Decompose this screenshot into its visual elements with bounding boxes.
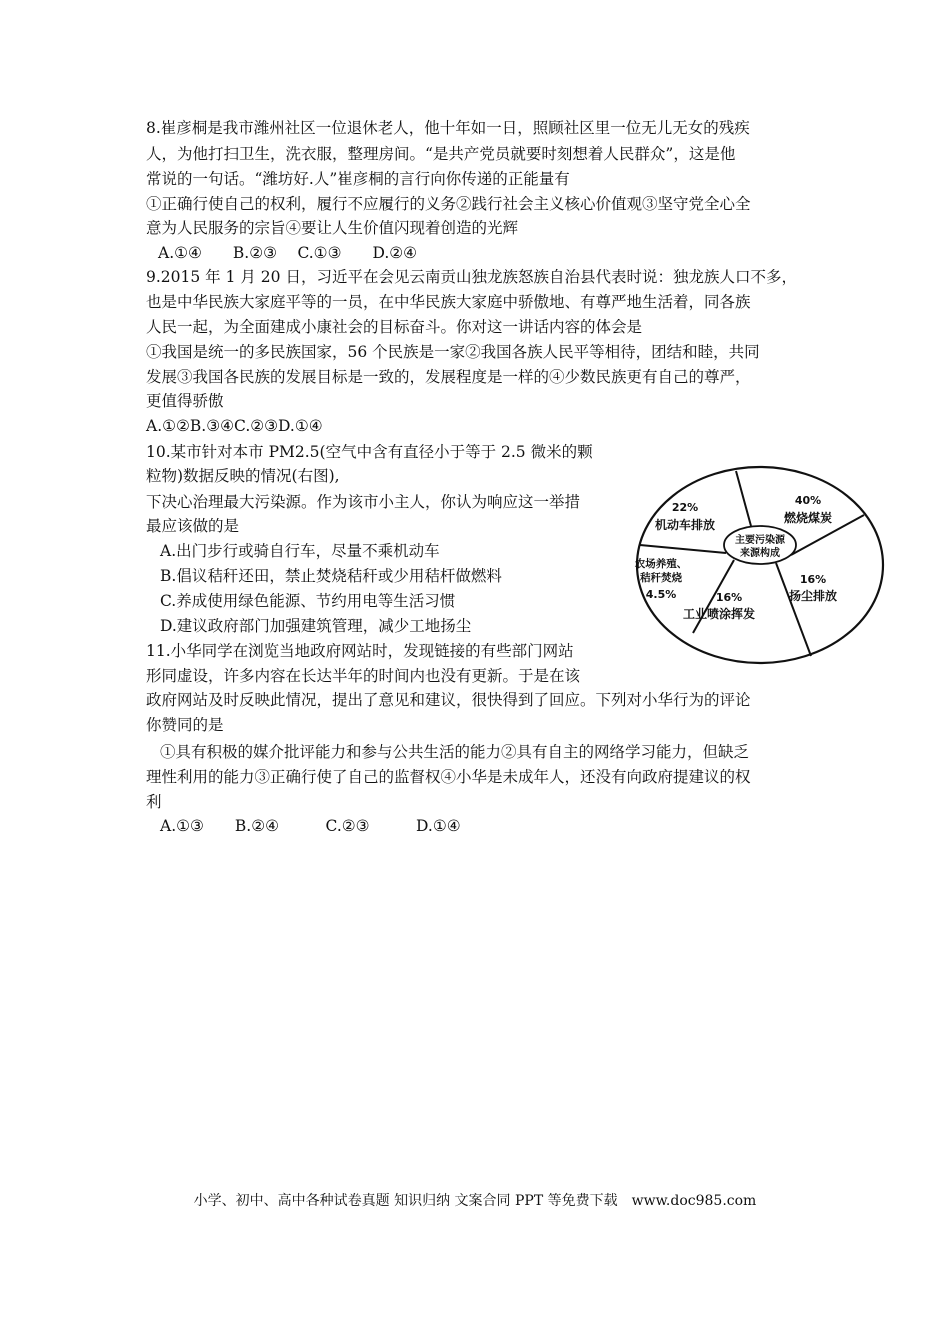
text-line: 10.某市针对本市 PM2.5(空气中含有直径小于等于 2.5 微米的颗 (146, 443, 593, 461)
pollution-source-pie-chart (633, 463, 888, 668)
text-line: 8.崔彦桐是我市潍州社区一位退休老人，他十年如一日，照顾社区里一位无儿无女的残疾 (146, 119, 750, 137)
text-line: 利 (146, 793, 162, 811)
text-line: 形同虚设，许多内容在长达半年的时间内也没有更新。于是在该 (146, 667, 581, 685)
footer-text: 小学、初中、高中各种试卷真题 知识归纳 文案合同 PPT 等免费下载 www.doc985.com (193, 1193, 757, 1209)
text-line: 你赞同的是 (146, 716, 224, 734)
text-line: 最应该做的是 (146, 517, 240, 535)
text-line: 下决心治理最大污染源。作为该市小主人，你认为响应这一举措 (146, 493, 581, 511)
text-line: 9.2015 年 1 月 20 日，习近平在会见云南贡山独龙族怒族自治县代表时说：独龙族人口不多， (146, 268, 797, 286)
pie-slice-label: 扬尘排放 (788, 589, 838, 603)
text-line: 发展③我国各民族的发展目标是一致的，发展程度是一样的④少数民族更有自己的尊严， (146, 368, 751, 386)
text-line: 意为人民服务的宗旨④要让人生价值闪现着创造的光辉 (146, 219, 519, 237)
pie-slice-label: 燃烧煤炭 (783, 511, 833, 525)
pie-slice-value: 16% (799, 573, 827, 586)
answer-options: A.①④ B.②③ C.①③ D.②④ (158, 244, 418, 262)
pie-slice-value: 22% (671, 501, 699, 514)
pie-slice-value: 16% (715, 591, 743, 604)
pie-slice-label: 秸秆焚烧 (640, 572, 682, 584)
text-line: ①我国是统一的多民族国家，56 个民族是一家②我国各族人民平等相待，团结和睦，共同 (146, 343, 760, 361)
option-c: C.养成使用绿色能源、节约用电等生活习惯 (160, 592, 456, 610)
text-line: ①具有积极的媒介批评能力和参与公共生活的能力②具有自主的网络学习能力，但缺乏 (160, 743, 750, 761)
text-line: 粒物)数据反映的情况(右图), (146, 467, 340, 485)
pie-slice-label: 机动车排放 (654, 518, 716, 532)
answer-options: A.①②B.③④C.②③D.①④ (146, 417, 323, 435)
answer-options: A.①③ B.②④ C.②③ D.①④ (160, 817, 461, 835)
text-line: 更值得骄傲 (146, 392, 224, 410)
text-line: ①正确行使自己的权利，履行不应履行的义务②践行社会主义核心价值观③坚守党全心全 (146, 195, 751, 213)
text-line: 理性利用的能力③正确行使了自己的监督权④小华是未成年人，还没有向政府提建议的权 (146, 768, 751, 786)
text-line: 人民一起，为全面建成小康社会的目标奋斗。你对这一讲话内容的体会是 (146, 318, 643, 336)
text-line: 政府网站及时反映此情况，提出了意见和建议，很快得到了回应。下列对小华行为的评论 (146, 691, 751, 709)
text-line: 人，为他打扫卫生，洗衣服，整理房间。“是共产党员就要时刻想着人民群众”，这是他 (146, 145, 736, 163)
pie-slice-label: 农场养殖、 (634, 558, 688, 570)
option-d: D.建议政府部门加强建筑管理，减少工地扬尘 (160, 617, 472, 635)
pie-slice-value: 40% (794, 494, 822, 507)
text-line: 也是中华民族大家庭平等的一员，在中华民族大家庭中骄傲地、有尊严地生活着，同各族 (146, 293, 751, 311)
option-b: B.倡议秸秆还田，禁止焚烧秸秆或少用秸杆做燃料 (160, 567, 502, 585)
text-line: 常说的一句话。“潍坊好.人”崔彦桐的言行向你传递的正能量有 (146, 170, 570, 188)
text-line: 11.小华同学在浏览当地政府网站时，发现链接的有些部门网站 (146, 642, 574, 660)
pie-slice-value: 4.5% (645, 588, 677, 601)
pie-slice-label: 工业喷涂挥发 (682, 607, 756, 621)
option-a: A.出门步行或骑自行车，尽量不乘机动车 (160, 542, 440, 560)
center-label-line2: 来源构成 (740, 548, 780, 559)
center-label-line1: 主要污染源 (735, 535, 785, 546)
